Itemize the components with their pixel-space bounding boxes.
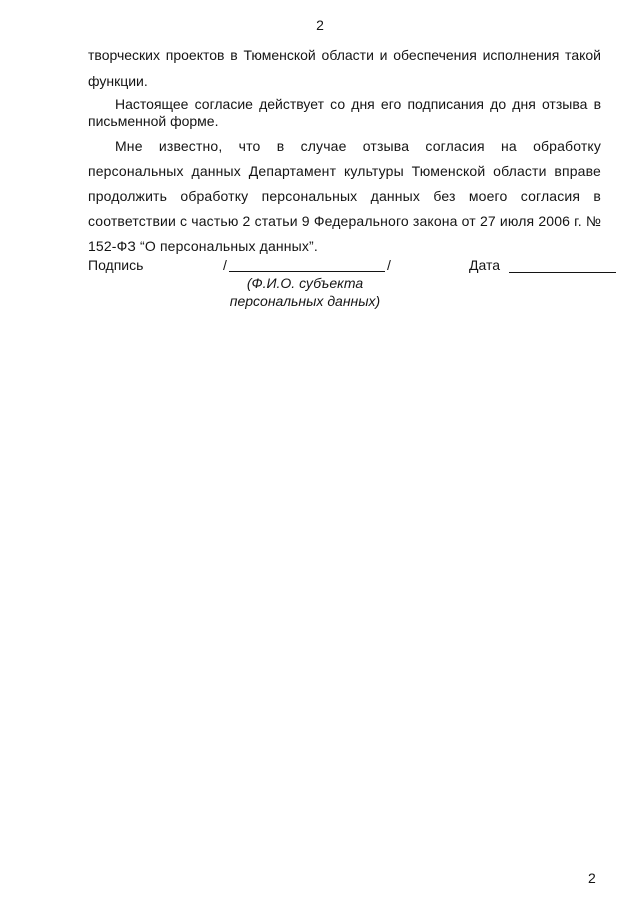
paragraph-consent-validity: Настоящее согласие действует со дня его подписания до дня отзыва в письменной форме.: [88, 96, 601, 129]
signature-label: Подпись: [88, 257, 144, 273]
signature-row: [0, 257, 640, 317]
date-line[interactable]: [509, 272, 616, 273]
signature-caption: (Ф.И.О. субъекта персональных данных): [229, 275, 381, 309]
page-number-top: 2: [316, 17, 324, 33]
paragraph-purpose-continuation: творческих проектов в Тюменской области и обеспечения исполнения такой функции.: [88, 47, 601, 89]
paragraph-withdrawal-notice: Мне известно, что в случае отзыва согласия на обработку персональных данных Департамент культуры Тюменской области вправе продолжить обработку персональных данных без моего согласия в соответствии с частью 2 статьи 9 Федерального закона от 27 июля 2006 г. № 152-ФЗ “О персональных данных”.: [88, 138, 601, 254]
signature-slash-left: /: [223, 257, 227, 273]
document-body: [88, 42, 601, 259]
date-label: Дата: [469, 257, 501, 273]
page-number-bottom: 2: [588, 870, 596, 886]
signature-line[interactable]: [229, 271, 385, 272]
signature-slash-right: /: [387, 257, 391, 273]
